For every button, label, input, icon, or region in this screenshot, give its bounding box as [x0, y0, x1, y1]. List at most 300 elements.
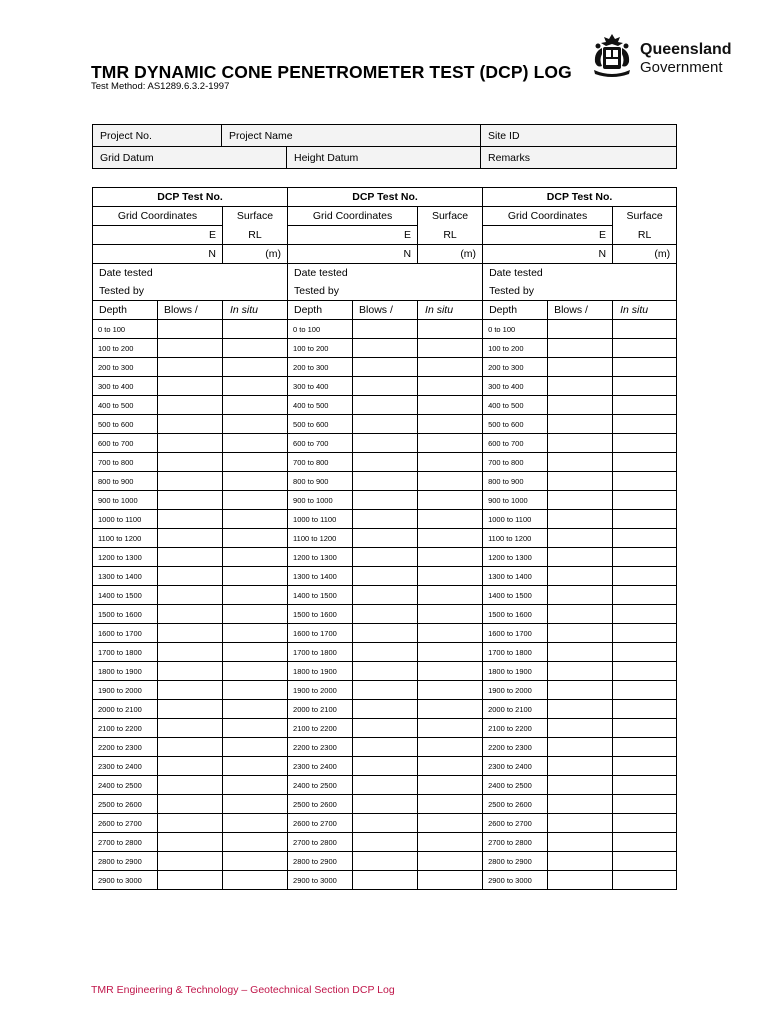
blows-input-cell[interactable]	[548, 548, 613, 567]
depth-interval: 1700 to 1800	[93, 643, 158, 662]
depth-row	[93, 738, 677, 757]
blows-input-cell[interactable]	[548, 358, 613, 377]
depth-interval: 2600 to 2700	[288, 814, 353, 833]
in-situ-input-cell[interactable]	[613, 396, 677, 415]
easting-field[interactable]: E	[93, 226, 223, 245]
blows-input-cell[interactable]	[353, 833, 418, 852]
in-situ-input-cell[interactable]	[418, 605, 483, 624]
coordinates-header-row	[93, 207, 677, 226]
depth-interval: 2100 to 2200	[483, 719, 548, 738]
blows-input-cell[interactable]	[353, 548, 418, 567]
depth-interval: 2500 to 2600	[288, 795, 353, 814]
in-situ-input-cell[interactable]	[223, 662, 288, 681]
depth-interval: 1000 to 1100	[483, 510, 548, 529]
blows-input-cell[interactable]	[353, 795, 418, 814]
depth-interval: 1800 to 1900	[288, 662, 353, 681]
depth-interval: 2500 to 2600	[483, 795, 548, 814]
in-situ-input-cell[interactable]	[223, 415, 288, 434]
in-situ-input-cell[interactable]	[613, 852, 677, 871]
blows-input-cell[interactable]	[548, 624, 613, 643]
depth-interval: 1600 to 1700	[93, 624, 158, 643]
in-situ-input-cell[interactable]	[613, 510, 677, 529]
blows-input-cell[interactable]	[353, 624, 418, 643]
in-situ-input-cell[interactable]	[418, 871, 483, 890]
in-situ-input-cell[interactable]	[223, 472, 288, 491]
in-situ-input-cell[interactable]	[418, 700, 483, 719]
depth-interval: 1200 to 1300	[288, 548, 353, 567]
blows-header: Blows /	[548, 301, 613, 320]
easting-field[interactable]: E	[483, 226, 613, 245]
in-situ-input-cell[interactable]	[223, 605, 288, 624]
blows-input-cell[interactable]	[158, 339, 223, 358]
in-situ-input-cell[interactable]	[418, 453, 483, 472]
in-situ-input-cell[interactable]	[613, 814, 677, 833]
in-situ-input-cell[interactable]	[418, 757, 483, 776]
in-situ-input-cell[interactable]	[418, 320, 483, 339]
in-situ-input-cell[interactable]	[223, 738, 288, 757]
footer-text: TMR Engineering & Technology – Geotechnical Section DCP Log	[91, 984, 395, 996]
in-situ-input-cell[interactable]	[613, 529, 677, 548]
in-situ-input-cell[interactable]	[223, 358, 288, 377]
blows-input-cell[interactable]	[158, 681, 223, 700]
date-tested-field[interactable]: Date tested	[483, 264, 677, 283]
in-situ-input-cell[interactable]	[223, 624, 288, 643]
in-situ-input-cell[interactable]	[223, 434, 288, 453]
depth-row	[93, 377, 677, 396]
blows-input-cell[interactable]	[158, 624, 223, 643]
blows-input-cell[interactable]	[158, 700, 223, 719]
in-situ-input-cell[interactable]	[418, 491, 483, 510]
blows-input-cell[interactable]	[158, 567, 223, 586]
depth-interval: 1500 to 1600	[483, 605, 548, 624]
in-situ-input-cell[interactable]	[418, 434, 483, 453]
in-situ-input-cell[interactable]	[418, 415, 483, 434]
depth-row	[93, 833, 677, 852]
depth-row	[93, 643, 677, 662]
date-tested-row	[93, 264, 677, 283]
in-situ-header: In situ	[418, 301, 483, 320]
blows-input-cell[interactable]	[158, 871, 223, 890]
site-id-field[interactable]: Site ID	[481, 125, 677, 147]
depth-interval: 1100 to 1200	[93, 529, 158, 548]
blows-input-cell[interactable]	[548, 472, 613, 491]
in-situ-input-cell[interactable]	[223, 339, 288, 358]
blows-input-cell[interactable]	[548, 814, 613, 833]
remarks-field[interactable]: Remarks	[481, 147, 677, 169]
in-situ-input-cell[interactable]	[223, 491, 288, 510]
blows-input-cell[interactable]	[158, 491, 223, 510]
in-situ-input-cell[interactable]	[613, 339, 677, 358]
blows-input-cell[interactable]	[158, 529, 223, 548]
in-situ-input-cell[interactable]	[223, 700, 288, 719]
blows-input-cell[interactable]	[158, 795, 223, 814]
blows-input-cell[interactable]	[548, 586, 613, 605]
blows-input-cell[interactable]	[158, 605, 223, 624]
depth-interval: 600 to 700	[93, 434, 158, 453]
in-situ-input-cell[interactable]	[223, 757, 288, 776]
depth-interval: 0 to 100	[483, 320, 548, 339]
in-situ-input-cell[interactable]	[418, 529, 483, 548]
in-situ-input-cell[interactable]	[223, 453, 288, 472]
tested-by-field[interactable]: Tested by	[288, 282, 483, 301]
depth-interval: 900 to 1000	[93, 491, 158, 510]
in-situ-input-cell[interactable]	[223, 814, 288, 833]
in-situ-input-cell[interactable]	[418, 377, 483, 396]
in-situ-input-cell[interactable]	[613, 738, 677, 757]
blows-input-cell[interactable]	[353, 643, 418, 662]
in-situ-input-cell[interactable]	[223, 548, 288, 567]
in-situ-input-cell[interactable]	[418, 548, 483, 567]
in-situ-input-cell[interactable]	[613, 358, 677, 377]
blows-input-cell[interactable]	[158, 548, 223, 567]
blows-input-cell[interactable]	[158, 377, 223, 396]
dcp-test-no-label[interactable]: DCP Test No.	[288, 188, 483, 207]
northing-field[interactable]: N	[288, 245, 418, 264]
rl-field[interactable]: RL	[418, 226, 483, 245]
in-situ-input-cell[interactable]	[613, 377, 677, 396]
project-name-field[interactable]: Project Name	[222, 125, 481, 147]
blows-input-cell[interactable]	[548, 795, 613, 814]
depth-interval: 400 to 500	[483, 396, 548, 415]
depth-row	[93, 491, 677, 510]
in-situ-input-cell[interactable]	[418, 776, 483, 795]
in-situ-input-cell[interactable]	[613, 453, 677, 472]
depth-interval: 2700 to 2800	[288, 833, 353, 852]
blows-input-cell[interactable]	[548, 510, 613, 529]
blows-input-cell[interactable]	[353, 567, 418, 586]
in-situ-input-cell[interactable]	[223, 586, 288, 605]
blows-input-cell[interactable]	[353, 491, 418, 510]
depth-interval: 1000 to 1100	[288, 510, 353, 529]
in-situ-input-cell[interactable]	[418, 643, 483, 662]
in-situ-input-cell[interactable]	[223, 510, 288, 529]
depth-interval: 200 to 300	[93, 358, 158, 377]
blows-input-cell[interactable]	[158, 852, 223, 871]
in-situ-input-cell[interactable]	[418, 795, 483, 814]
project-no-field[interactable]: Project No.	[93, 125, 222, 147]
depth-row	[93, 776, 677, 795]
blows-input-cell[interactable]	[353, 871, 418, 890]
in-situ-input-cell[interactable]	[613, 415, 677, 434]
depth-interval: 100 to 200	[483, 339, 548, 358]
dcp-test-no-label[interactable]: DCP Test No.	[483, 188, 677, 207]
blows-input-cell[interactable]	[548, 757, 613, 776]
in-situ-input-cell[interactable]	[418, 510, 483, 529]
queensland-government-logo	[589, 32, 734, 82]
depth-row	[93, 415, 677, 434]
in-situ-input-cell[interactable]	[613, 320, 677, 339]
blows-input-cell[interactable]	[353, 434, 418, 453]
tested-by-field[interactable]: Tested by	[93, 282, 288, 301]
depth-interval: 1400 to 1500	[93, 586, 158, 605]
depth-interval: 1900 to 2000	[483, 681, 548, 700]
tested-by-field[interactable]: Tested by	[483, 282, 677, 301]
depth-interval: 400 to 500	[288, 396, 353, 415]
in-situ-input-cell[interactable]	[223, 871, 288, 890]
blows-input-cell[interactable]	[158, 586, 223, 605]
in-situ-input-cell[interactable]	[418, 681, 483, 700]
in-situ-input-cell[interactable]	[613, 605, 677, 624]
depth-interval: 100 to 200	[93, 339, 158, 358]
project-details-table	[92, 124, 677, 169]
units-label: (m)	[223, 245, 288, 264]
logo-text-government: Government	[640, 59, 723, 76]
in-situ-input-cell[interactable]	[418, 586, 483, 605]
depth-interval: 300 to 400	[93, 377, 158, 396]
blows-input-cell[interactable]	[548, 852, 613, 871]
in-situ-input-cell[interactable]	[613, 719, 677, 738]
depth-interval: 2500 to 2600	[93, 795, 158, 814]
in-situ-input-cell[interactable]	[418, 567, 483, 586]
in-situ-input-cell[interactable]	[613, 567, 677, 586]
dcp-test-no-label[interactable]: DCP Test No.	[93, 188, 288, 207]
in-situ-header: In situ	[223, 301, 288, 320]
depth-interval: 600 to 700	[483, 434, 548, 453]
blows-input-cell[interactable]	[548, 491, 613, 510]
blows-input-cell[interactable]	[548, 453, 613, 472]
in-situ-input-cell[interactable]	[418, 719, 483, 738]
rl-field[interactable]: RL	[223, 226, 288, 245]
blows-input-cell[interactable]	[353, 852, 418, 871]
depth-interval: 800 to 900	[93, 472, 158, 491]
depth-row	[93, 814, 677, 833]
in-situ-input-cell[interactable]	[613, 776, 677, 795]
grid-coordinates-label: Grid Coordinates	[93, 207, 223, 226]
depth-interval: 800 to 900	[288, 472, 353, 491]
blows-input-cell[interactable]	[548, 738, 613, 757]
in-situ-input-cell[interactable]	[613, 795, 677, 814]
blows-input-cell[interactable]	[353, 396, 418, 415]
blows-input-cell[interactable]	[353, 586, 418, 605]
depth-row	[93, 719, 677, 738]
blows-input-cell[interactable]	[158, 415, 223, 434]
in-situ-input-cell[interactable]	[613, 681, 677, 700]
in-situ-input-cell[interactable]	[613, 757, 677, 776]
depth-interval: 1400 to 1500	[288, 586, 353, 605]
depth-row	[93, 605, 677, 624]
blows-input-cell[interactable]	[353, 662, 418, 681]
depth-interval: 1900 to 2000	[288, 681, 353, 700]
in-situ-input-cell[interactable]	[418, 738, 483, 757]
blows-input-cell[interactable]	[548, 339, 613, 358]
blows-input-cell[interactable]	[353, 358, 418, 377]
northing-field[interactable]: N	[93, 245, 223, 264]
blows-input-cell[interactable]	[353, 757, 418, 776]
depth-interval: 300 to 400	[483, 377, 548, 396]
in-situ-input-cell[interactable]	[223, 320, 288, 339]
in-situ-input-cell[interactable]	[418, 472, 483, 491]
depth-interval: 900 to 1000	[288, 491, 353, 510]
depth-interval: 2100 to 2200	[288, 719, 353, 738]
depth-row	[93, 472, 677, 491]
in-situ-input-cell[interactable]	[223, 377, 288, 396]
blows-input-cell[interactable]	[158, 472, 223, 491]
in-situ-input-cell[interactable]	[418, 624, 483, 643]
depth-row	[93, 586, 677, 605]
blows-input-cell[interactable]	[548, 871, 613, 890]
depth-row	[93, 795, 677, 814]
in-situ-input-cell[interactable]	[223, 643, 288, 662]
in-situ-input-cell[interactable]	[613, 472, 677, 491]
depth-interval: 2900 to 3000	[93, 871, 158, 890]
depth-interval: 900 to 1000	[483, 491, 548, 510]
date-tested-field[interactable]: Date tested	[288, 264, 483, 283]
blows-input-cell[interactable]	[353, 339, 418, 358]
in-situ-input-cell[interactable]	[418, 396, 483, 415]
in-situ-input-cell[interactable]	[418, 339, 483, 358]
blows-input-cell[interactable]	[353, 738, 418, 757]
depth-header: Depth	[483, 301, 548, 320]
depth-interval: 700 to 800	[483, 453, 548, 472]
depth-interval: 1200 to 1300	[483, 548, 548, 567]
blows-input-cell[interactable]	[158, 719, 223, 738]
blows-input-cell[interactable]	[548, 700, 613, 719]
logo-text-queensland: Queensland	[640, 41, 732, 58]
height-datum-field[interactable]: Height Datum	[287, 147, 481, 169]
blows-input-cell[interactable]	[548, 396, 613, 415]
blows-input-cell[interactable]	[548, 529, 613, 548]
blows-input-cell[interactable]	[158, 833, 223, 852]
blows-input-cell[interactable]	[158, 738, 223, 757]
northing-field[interactable]: N	[483, 245, 613, 264]
blows-input-cell[interactable]	[548, 662, 613, 681]
blows-input-cell[interactable]	[548, 320, 613, 339]
blows-input-cell[interactable]	[353, 700, 418, 719]
blows-input-cell[interactable]	[353, 472, 418, 491]
column-header-row	[93, 301, 677, 320]
blows-input-cell[interactable]	[158, 396, 223, 415]
depth-row	[93, 567, 677, 586]
blows-input-cell[interactable]	[353, 529, 418, 548]
depth-interval: 1500 to 1600	[288, 605, 353, 624]
blows-input-cell[interactable]	[548, 719, 613, 738]
page-title: TMR DYNAMIC CONE PENETROMETER TEST (DCP) LOG	[91, 62, 572, 82]
in-situ-input-cell[interactable]	[613, 548, 677, 567]
depth-interval: 1700 to 1800	[483, 643, 548, 662]
in-situ-input-cell[interactable]	[223, 529, 288, 548]
blows-input-cell[interactable]	[548, 776, 613, 795]
depth-interval: 700 to 800	[288, 453, 353, 472]
blows-input-cell[interactable]	[353, 320, 418, 339]
blows-input-cell[interactable]	[158, 510, 223, 529]
in-situ-input-cell[interactable]	[223, 719, 288, 738]
depth-row	[93, 662, 677, 681]
in-situ-input-cell[interactable]	[223, 795, 288, 814]
blows-input-cell[interactable]	[353, 453, 418, 472]
depth-interval: 2200 to 2300	[288, 738, 353, 757]
depth-interval: 300 to 400	[288, 377, 353, 396]
blows-input-cell[interactable]	[353, 776, 418, 795]
depth-row	[93, 320, 677, 339]
blows-input-cell[interactable]	[548, 833, 613, 852]
depth-row	[93, 434, 677, 453]
depth-interval: 2700 to 2800	[93, 833, 158, 852]
in-situ-input-cell[interactable]	[418, 833, 483, 852]
in-situ-input-cell[interactable]	[613, 434, 677, 453]
in-situ-input-cell[interactable]	[613, 624, 677, 643]
blows-input-cell[interactable]	[353, 510, 418, 529]
depth-interval: 2400 to 2500	[483, 776, 548, 795]
blows-input-cell[interactable]	[548, 415, 613, 434]
depth-interval: 2200 to 2300	[93, 738, 158, 757]
blows-input-cell[interactable]	[158, 434, 223, 453]
in-situ-input-cell[interactable]	[613, 491, 677, 510]
depth-interval: 200 to 300	[483, 358, 548, 377]
blows-input-cell[interactable]	[353, 415, 418, 434]
in-situ-input-cell[interactable]	[418, 358, 483, 377]
surface-label: Surface	[613, 207, 677, 226]
blows-input-cell[interactable]	[158, 757, 223, 776]
blows-input-cell[interactable]	[353, 719, 418, 738]
depth-interval: 2900 to 3000	[288, 871, 353, 890]
tested-by-row	[93, 282, 677, 301]
units-label: (m)	[613, 245, 677, 264]
blows-input-cell[interactable]	[353, 377, 418, 396]
blows-input-cell[interactable]	[158, 320, 223, 339]
in-situ-input-cell[interactable]	[223, 681, 288, 700]
depth-interval: 1100 to 1200	[483, 529, 548, 548]
in-situ-input-cell[interactable]	[418, 662, 483, 681]
in-situ-input-cell[interactable]	[613, 662, 677, 681]
in-situ-input-cell[interactable]	[223, 567, 288, 586]
in-situ-input-cell[interactable]	[223, 833, 288, 852]
in-situ-input-cell[interactable]	[223, 396, 288, 415]
blows-input-cell[interactable]	[548, 643, 613, 662]
blows-input-cell[interactable]	[548, 605, 613, 624]
depth-interval: 700 to 800	[93, 453, 158, 472]
easting-field[interactable]: E	[288, 226, 418, 245]
date-tested-field[interactable]: Date tested	[93, 264, 288, 283]
surface-label: Surface	[418, 207, 483, 226]
blows-input-cell[interactable]	[353, 681, 418, 700]
depth-interval: 1500 to 1600	[93, 605, 158, 624]
blows-input-cell[interactable]	[548, 434, 613, 453]
depth-interval: 500 to 600	[288, 415, 353, 434]
blows-input-cell[interactable]	[548, 567, 613, 586]
in-situ-input-cell[interactable]	[613, 871, 677, 890]
in-situ-input-cell[interactable]	[613, 833, 677, 852]
in-situ-input-cell[interactable]	[613, 700, 677, 719]
depth-row	[93, 529, 677, 548]
in-situ-input-cell[interactable]	[613, 643, 677, 662]
in-situ-input-cell[interactable]	[418, 852, 483, 871]
blows-input-cell[interactable]	[158, 453, 223, 472]
in-situ-input-cell[interactable]	[613, 586, 677, 605]
depth-header: Depth	[93, 301, 158, 320]
depth-interval: 2600 to 2700	[483, 814, 548, 833]
blows-input-cell[interactable]	[158, 814, 223, 833]
test-no-row	[93, 188, 677, 207]
depth-interval: 2300 to 2400	[93, 757, 158, 776]
in-situ-input-cell[interactable]	[223, 852, 288, 871]
blows-input-cell[interactable]	[158, 643, 223, 662]
in-situ-input-cell[interactable]	[223, 776, 288, 795]
blows-input-cell[interactable]	[353, 814, 418, 833]
grid-datum-field[interactable]: Grid Datum	[93, 147, 287, 169]
depth-interval: 2000 to 2100	[288, 700, 353, 719]
blows-input-cell[interactable]	[158, 358, 223, 377]
blows-input-cell[interactable]	[548, 681, 613, 700]
blows-input-cell[interactable]	[158, 776, 223, 795]
depth-row	[93, 396, 677, 415]
in-situ-input-cell[interactable]	[418, 814, 483, 833]
blows-input-cell[interactable]	[548, 377, 613, 396]
blows-input-cell[interactable]	[158, 662, 223, 681]
rl-field[interactable]: RL	[613, 226, 677, 245]
blows-input-cell[interactable]	[353, 605, 418, 624]
depth-interval: 1800 to 1900	[483, 662, 548, 681]
units-label: (m)	[418, 245, 483, 264]
